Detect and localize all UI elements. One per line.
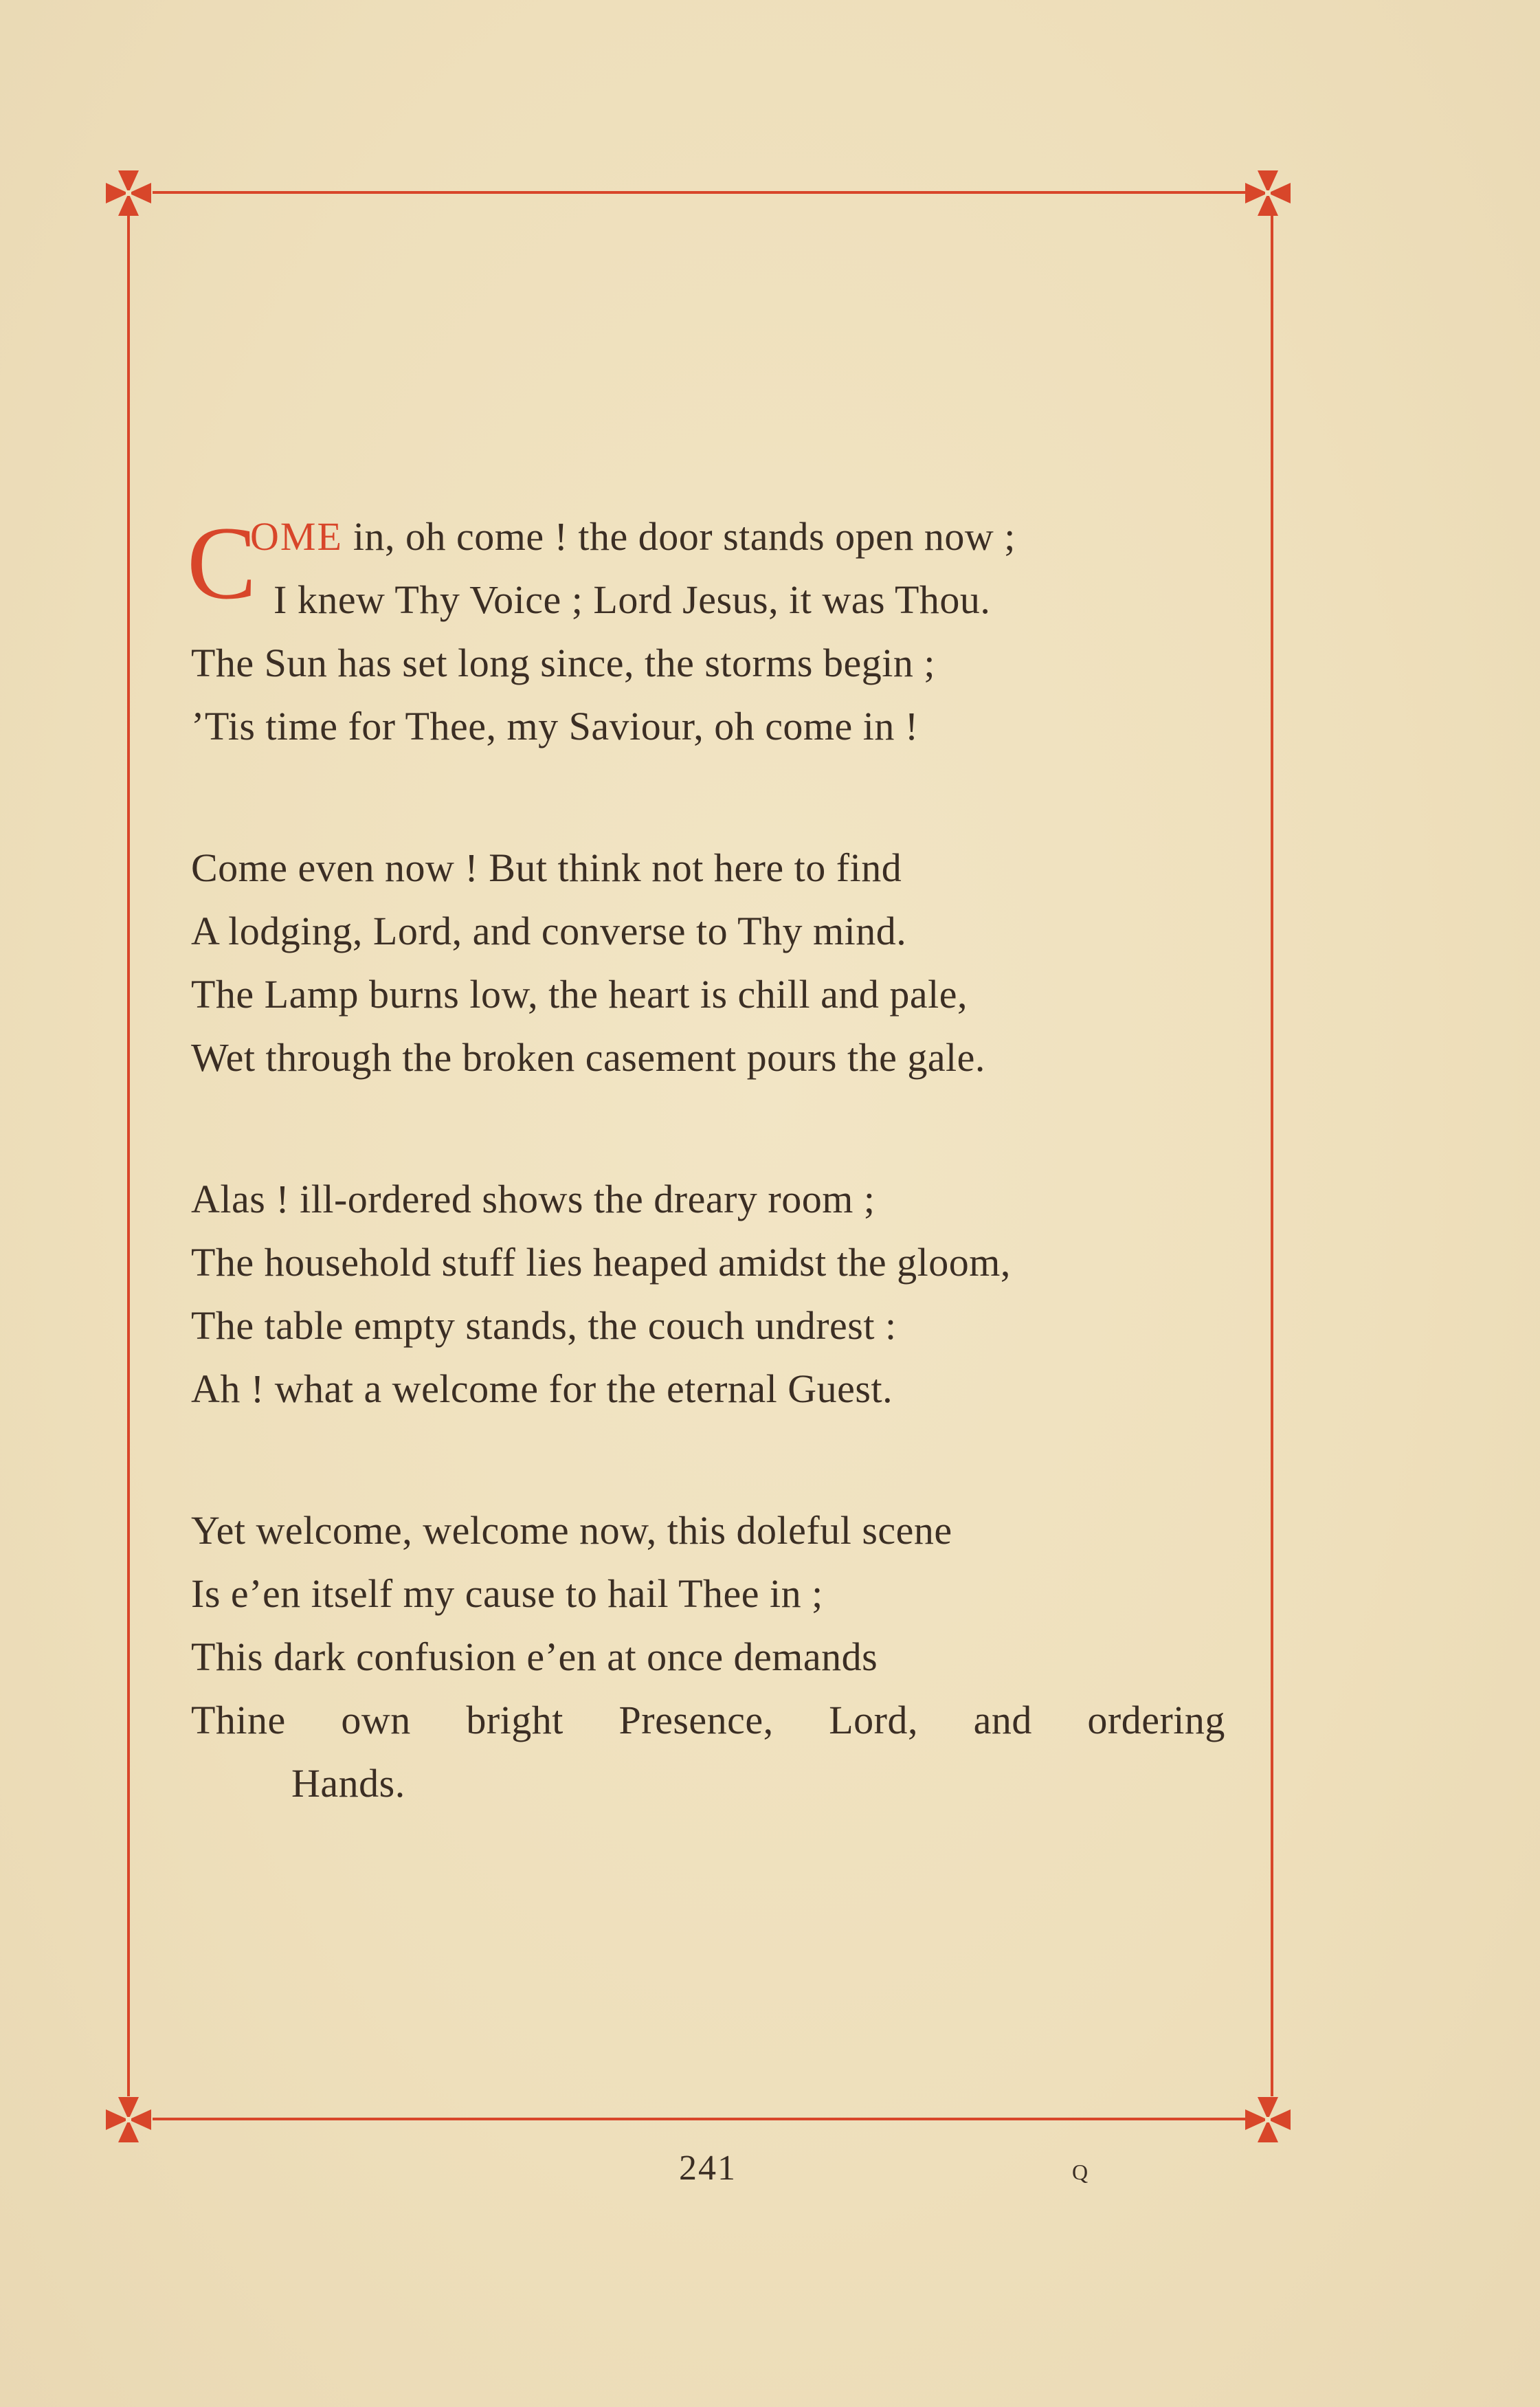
stanza-3 — [191, 1168, 1249, 1421]
stanza-1 — [187, 505, 1249, 758]
poem-line: ’Tis time for Thee, my Saviour, oh come in ! — [191, 704, 919, 748]
poem-line: The household stuff lies heaped amidst the gloom, — [191, 1240, 1011, 1285]
poem-line: Is e’en itself my cause to hail Thee in ; — [191, 1571, 823, 1616]
opening-word: OME — [250, 514, 343, 559]
poem-line: Yet welcome, welcome now, this doleful scene — [191, 1508, 952, 1553]
poem-line: Wet through the broken casement pours the gale. — [191, 1035, 985, 1080]
poem — [187, 505, 1249, 1894]
border-right-rule — [1271, 214, 1273, 2096]
poem-line: The Sun has set long since, the storms begin ; — [191, 641, 935, 685]
poem-word: ordering — [1087, 1698, 1225, 1742]
poem-line: A lodging, Lord, and converse to Thy mind. — [191, 909, 907, 953]
poem-line: Ah ! what a welcome for the eternal Guest. — [191, 1366, 893, 1411]
border-bottom-rule — [153, 2118, 1249, 2120]
poem-word: bright — [466, 1698, 563, 1742]
poem-word: Lord, — [829, 1698, 918, 1742]
stanza-2 — [191, 836, 1249, 1089]
poem-line: Hands. — [291, 1761, 405, 1806]
poem-word: and — [973, 1698, 1032, 1742]
maltese-cross-icon — [1241, 166, 1295, 220]
poem-line-text: in, oh come ! the door stands open now ; — [342, 514, 1016, 559]
poem-line: I knew Thy Voice ; Lord Jesus, it was Thou. — [274, 577, 991, 622]
maltese-cross-icon — [102, 2093, 155, 2147]
poem-line: Alas ! ill-ordered shows the dreary room ; — [191, 1177, 875, 1221]
page-number: 241 — [679, 2149, 737, 2188]
border-left-rule — [127, 214, 130, 2096]
signature-mark: Q — [1072, 2160, 1089, 2184]
poem-word: own — [341, 1698, 411, 1742]
poem-word: Thine — [191, 1698, 286, 1742]
maltese-cross-icon — [1241, 2093, 1295, 2147]
poem-line: The Lamp burns low, the heart is chill and pale, — [191, 972, 968, 1017]
maltese-cross-icon — [102, 166, 155, 220]
poem-line — [191, 1689, 1225, 1752]
stanza-4 — [191, 1499, 1249, 1815]
drop-cap: C — [187, 505, 257, 621]
poem-line: This dark confusion e’en at once demands — [191, 1634, 878, 1679]
border-top-rule — [153, 191, 1249, 194]
poem-line: The table empty stands, the couch undrest : — [191, 1303, 897, 1348]
poem-line: Come even now ! But think not here to find — [191, 845, 902, 890]
poem-word: Presence, — [618, 1698, 774, 1742]
